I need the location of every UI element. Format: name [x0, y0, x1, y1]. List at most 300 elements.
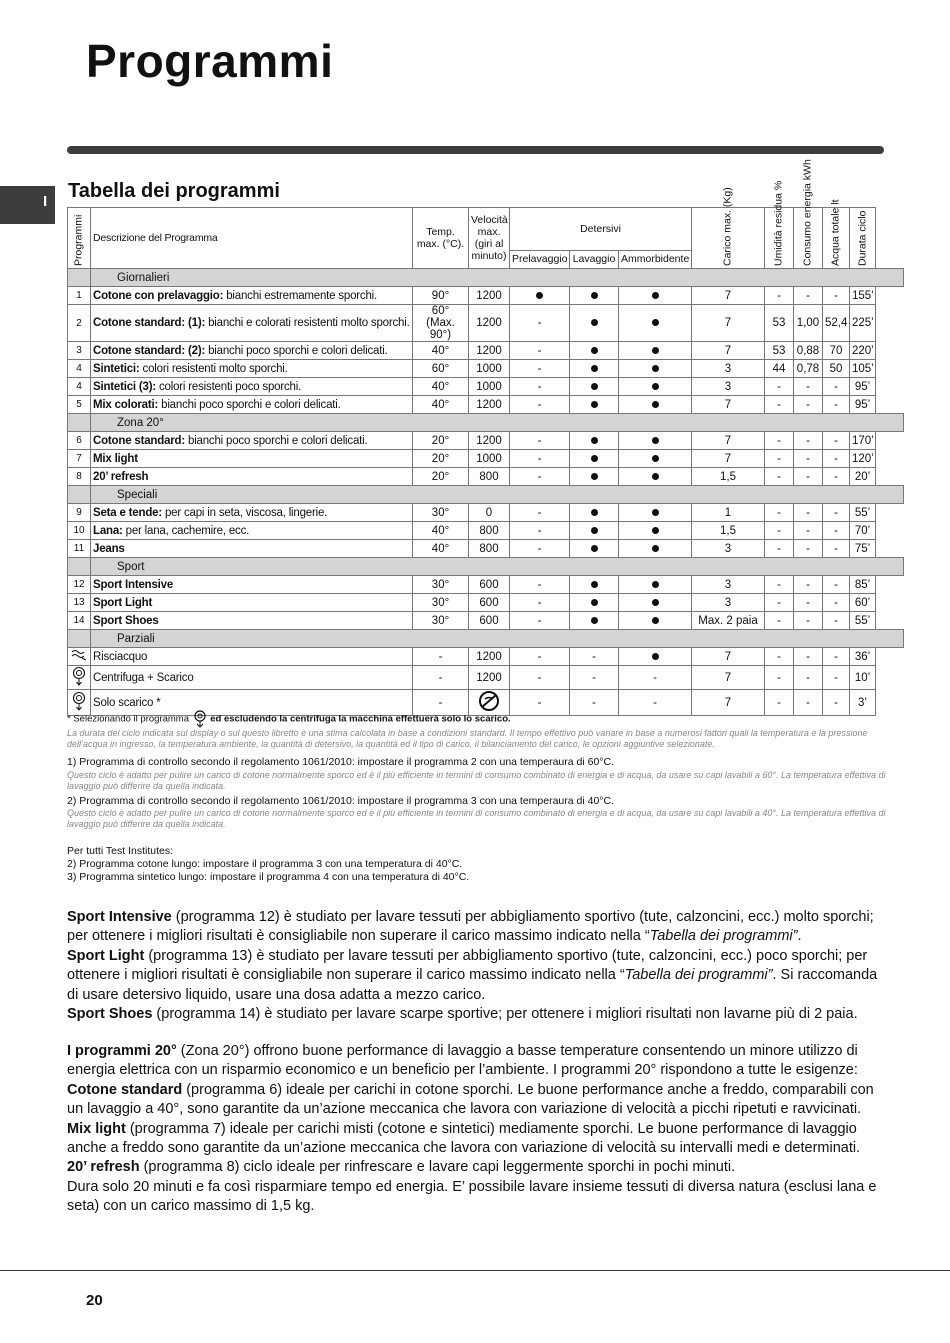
cell-hum: -	[765, 540, 794, 558]
cell-time: 20’	[850, 468, 876, 486]
cell-hum: -	[765, 690, 794, 716]
cell-pre: -	[510, 690, 570, 716]
cell-description: 20’ refresh	[91, 468, 413, 486]
cell-num: 7	[68, 450, 91, 468]
cell-speed: 1000	[469, 450, 510, 468]
sport-paragraphs	[67, 908, 887, 1024]
cell-soft	[619, 522, 692, 540]
paragraph-cotone-standard: Cotone standard (programma 6) ideale per carichi in cotone sporchi. Le buone performance anche a freddo, comparabili con un lavaggio a 40°, sono garantite da un’azione meccanica che lavora con variazione di velocità a picchi ripetuti e ravvicinati.	[67, 1081, 874, 1118]
regulation-note-2: 2) Programma di controllo secondo il regolamento 1061/2010: impostare il programma 3 con una temperaura di 40°C.	[67, 795, 614, 807]
drain-icon	[192, 710, 208, 728]
cell-water: 70	[823, 342, 850, 360]
cell-num: 6	[68, 432, 91, 450]
cell-num: 13	[68, 594, 91, 612]
program-row	[68, 666, 904, 690]
cell-soft	[619, 396, 692, 414]
cell-load: 3	[692, 576, 765, 594]
cell-time: 55’	[850, 504, 876, 522]
cell-speed: 1200	[469, 666, 510, 690]
cell-description: Sport Shoes	[91, 612, 413, 630]
group-label: Speciali	[91, 486, 904, 504]
cell-water: -	[823, 450, 850, 468]
paragraph-sport-intensive: Sport Intensive (programma 12) è studiato per lavare tessuti per abbigliamento sportivo (tute, calzoncini, ecc.) molto sporchi; per ottenere i migliori risultati è consigliabile non superare il carico massimo indicato nella “Tabella dei programmi”.	[67, 909, 874, 945]
spin-drain-icon	[68, 666, 91, 690]
cell-description: Sport Intensive	[91, 576, 413, 594]
fine-print-2: Questo ciclo è adatto per pulire un carico di cotone normalmente sporco ed è il più efficiente in termini di consumo combinato di energia e di acqua, da usare su capi lavabili a 60°. La temperatura effettiva di lavaggio può differire da quella indicata.	[67, 770, 886, 791]
cell-soft	[619, 540, 692, 558]
cell-energy: 0,78	[794, 360, 823, 378]
header-carico: Carico max. (Kg)	[692, 208, 765, 269]
header-programmi: Programmi	[68, 208, 91, 269]
cell-hum: -	[765, 612, 794, 630]
cell-hum: 53	[765, 305, 794, 342]
cell-description: Sport Light	[91, 594, 413, 612]
dot-mark	[652, 401, 659, 408]
cell-water: -	[823, 378, 850, 396]
cell-load: 7	[692, 432, 765, 450]
cell-temp: -	[413, 690, 469, 716]
dot-mark	[652, 545, 659, 552]
cell-speed: 600	[469, 612, 510, 630]
cell-temp: 30°	[413, 594, 469, 612]
cell-time: 3’	[850, 690, 876, 716]
cell-temp: -	[413, 666, 469, 690]
cell-energy: 0,88	[794, 342, 823, 360]
cell-energy: -	[794, 287, 823, 305]
program-row	[68, 360, 904, 378]
dot-mark	[591, 545, 598, 552]
cell-soft	[619, 305, 692, 342]
group-row	[68, 558, 904, 576]
cell-soft	[619, 648, 692, 666]
rinse-icon	[68, 648, 91, 666]
cell-temp: 30°	[413, 576, 469, 594]
cell-time: 155’	[850, 287, 876, 305]
cell-pre: -	[510, 450, 570, 468]
dot-mark	[591, 401, 598, 408]
cell-wash	[570, 396, 619, 414]
cell-wash	[570, 432, 619, 450]
header-durata: Durata ciclo	[850, 208, 876, 269]
cell-energy: -	[794, 504, 823, 522]
cell-load: 3	[692, 360, 765, 378]
cell-description: Seta e tende: per capi in seta, viscosa, lingerie.	[91, 504, 413, 522]
cell-pre: -	[510, 648, 570, 666]
cell-water: -	[823, 287, 850, 305]
cell-num: 12	[68, 576, 91, 594]
program-row	[68, 432, 904, 450]
dot-mark	[652, 509, 659, 516]
cell-temp: 90°	[413, 287, 469, 305]
cell-wash	[570, 576, 619, 594]
program-row	[68, 305, 904, 342]
cell-speed: 1000	[469, 360, 510, 378]
cell-temp: 40°	[413, 378, 469, 396]
cell-soft	[619, 432, 692, 450]
cell-soft: -	[619, 666, 692, 690]
cell-speed: 1200	[469, 305, 510, 342]
header-descrizione: Descrizione del Programma	[91, 208, 413, 269]
star-note	[67, 710, 511, 728]
cell-water: -	[823, 540, 850, 558]
header-ammorbidente: Ammorbidente	[619, 250, 692, 268]
cell-time: 70’	[850, 522, 876, 540]
paragraph-mix-light: Mix light (programma 7) ideale per carichi misti (cotone e sintetici) mediamente sporchi. Le buone performance di lavaggio anche a freddo sono garantite da un’azione meccanica che lavora con variazione di velocità su intervalli medi e determinati.	[67, 1120, 861, 1157]
program-row	[68, 540, 904, 558]
cell-description: Solo scarico *	[91, 690, 413, 716]
paragraph-20-refresh: 20’ refresh (programma 8) ciclo ideale per rinfrescare e lavare capi leggermente sporchi in pochi minuti.	[67, 1159, 736, 1176]
cell-hum: 44	[765, 360, 794, 378]
cell-wash	[570, 594, 619, 612]
cell-wash	[570, 504, 619, 522]
cell-speed: 800	[469, 468, 510, 486]
dot-mark	[652, 292, 659, 299]
cell-speed: 1000	[469, 378, 510, 396]
cell-hum: -	[765, 666, 794, 690]
cell-energy: -	[794, 594, 823, 612]
cell-time: 95’	[850, 396, 876, 414]
cell-wash	[570, 342, 619, 360]
group-label: Giornalieri	[91, 269, 904, 287]
cell-energy: -	[794, 576, 823, 594]
group-label: Zona 20°	[91, 414, 904, 432]
cell-energy: -	[794, 690, 823, 716]
dot-mark	[591, 455, 598, 462]
header-velocita: Velocità max. (giri al minuto)	[469, 208, 510, 269]
cell-time: 85’	[850, 576, 876, 594]
paragraph-programmi-20: I programmi 20° (Zona 20°) offrono buone performance di lavaggio a basse temperature consentendo un minore utilizzo di energia elettrica con un risparmio economico e un beneficio per l’ambiente. I programmi 20° rispondono a tutte le esigenze:	[67, 1043, 858, 1079]
cell-pre: -	[510, 468, 570, 486]
cell-pre: -	[510, 396, 570, 414]
cell-water: 52,4	[823, 305, 850, 342]
cell-speed: 800	[469, 522, 510, 540]
section-title: Tabella dei programmi	[68, 180, 280, 202]
program-row	[68, 612, 904, 630]
cell-wash	[570, 522, 619, 540]
dot-mark	[652, 581, 659, 588]
cell-pre: -	[510, 540, 570, 558]
cell-soft	[619, 360, 692, 378]
header-consumo: Consumo energia kWh	[794, 208, 823, 269]
cell-num: 2	[68, 305, 91, 342]
dot-mark	[652, 383, 659, 390]
cell-energy: -	[794, 396, 823, 414]
cell-hum: -	[765, 576, 794, 594]
cell-load: 7	[692, 648, 765, 666]
group-label: Parziali	[91, 630, 904, 648]
dot-mark	[591, 473, 598, 480]
cell-description: Mix light	[91, 450, 413, 468]
cell-description: Cotone standard: (2): bianchi poco sporchi e colori delicati.	[91, 342, 413, 360]
cell-time: 36’	[850, 648, 876, 666]
cell-temp: 30°	[413, 612, 469, 630]
cell-wash	[570, 360, 619, 378]
cell-soft	[619, 612, 692, 630]
cell-description: Cotone standard: (1): bianchi e colorati resistenti molto sporchi.	[91, 305, 413, 342]
program-row	[68, 594, 904, 612]
footer-rule	[0, 1270, 950, 1271]
test-note-2: 3) Programma sintetico lungo: impostare il programma 4 con una temperatura di 40°C.	[67, 871, 470, 883]
cell-wash	[570, 287, 619, 305]
cell-time: 120’	[850, 450, 876, 468]
program-row	[68, 522, 904, 540]
dot-mark	[652, 653, 659, 660]
cell-load: 7	[692, 287, 765, 305]
group-row	[68, 269, 904, 287]
dot-mark	[652, 527, 659, 534]
cell-soft: -	[619, 690, 692, 716]
cell-temp: 40°	[413, 396, 469, 414]
dot-mark	[652, 437, 659, 444]
cell-water: -	[823, 594, 850, 612]
cell-temp: 60° (Max. 90°)	[413, 305, 469, 342]
cell-time: 55’	[850, 612, 876, 630]
cell-soft	[619, 450, 692, 468]
cell-time: 170’	[850, 432, 876, 450]
zona20-paragraphs	[67, 1042, 887, 1217]
dot-mark	[591, 617, 598, 624]
cell-load: 7	[692, 305, 765, 342]
cell-num: 3	[68, 342, 91, 360]
page-title: Programmi	[86, 35, 334, 87]
cell-load: 3	[692, 378, 765, 396]
group-row	[68, 486, 904, 504]
test-note-1: 2) Programma cotone lungo: impostare il programma 3 con una temperatura di 40°C.	[67, 858, 463, 870]
cell-temp: 40°	[413, 522, 469, 540]
cell-hum: -	[765, 432, 794, 450]
cell-time: 225’	[850, 305, 876, 342]
cell-load: 3	[692, 540, 765, 558]
star-note-b: ed escludendo la centrifuga la macchina effettuerà solo lo scarico.	[210, 713, 511, 725]
dot-mark	[591, 509, 598, 516]
program-row	[68, 648, 904, 666]
cell-pre: -	[510, 342, 570, 360]
test-institutes-title: Per tutti Test Institutes:	[67, 845, 174, 857]
cell-speed: 1200	[469, 287, 510, 305]
cell-description: Risciacquo	[91, 648, 413, 666]
cell-description: Lana: per lana, cachemire, ecc.	[91, 522, 413, 540]
cell-num: 10	[68, 522, 91, 540]
cell-pre: -	[510, 432, 570, 450]
language-tab: I	[0, 186, 55, 224]
cell-speed: 1200	[469, 432, 510, 450]
cell-energy: -	[794, 666, 823, 690]
dot-mark	[591, 365, 598, 372]
cell-soft	[619, 576, 692, 594]
cell-energy: -	[794, 612, 823, 630]
cell-temp: 20°	[413, 432, 469, 450]
cell-num: 5	[68, 396, 91, 414]
program-row	[68, 450, 904, 468]
header-detersivi: Detersivi	[510, 208, 692, 251]
cell-energy: -	[794, 468, 823, 486]
cell-water: -	[823, 690, 850, 716]
cell-description: Mix colorati: bianchi poco sporchi e colori delicati.	[91, 396, 413, 414]
cell-energy: -	[794, 378, 823, 396]
cell-time: 10’	[850, 666, 876, 690]
cell-load: 1,5	[692, 522, 765, 540]
cell-temp: 60°	[413, 360, 469, 378]
cell-hum: -	[765, 504, 794, 522]
cell-time: 220’	[850, 342, 876, 360]
cell-water: 50	[823, 360, 850, 378]
fine-print-3: Questo ciclo è adatto per pulire un carico di cotone normalmente sporco ed è il più efficiente in termini di consumo combinato di energia e di acqua, da usare su capi lavabili a 40°. La temperatura effettiva di lavaggio può differire da quella indicata.	[67, 808, 886, 829]
header-umidita: Umidità residua %	[765, 208, 794, 269]
cell-energy: -	[794, 648, 823, 666]
cell-num: 4	[68, 378, 91, 396]
cell-water: -	[823, 612, 850, 630]
header-lavaggio: Lavaggio	[570, 250, 619, 268]
dot-mark	[591, 319, 598, 326]
cell-pre: -	[510, 378, 570, 396]
fine-print-1: La durata del ciclo indicata sul display o sul questo libretto è una stima calcolata in base a condizioni standard. Il tempo effettivo può variare in base a numerosi fattori quali la temperatura e la pressione dell’acqua in ingresso, la temperatura ambiente, la quantità di detersivo, la quantità ed il tipo di carico, il bilanciamento del carico, le opzioni aggiuntive selezionate.	[67, 728, 868, 749]
cell-water: -	[823, 396, 850, 414]
cell-description: Sintetici (3): colori resistenti poco sporchi.	[91, 378, 413, 396]
cell-load: 1,5	[692, 468, 765, 486]
cell-description: Jeans	[91, 540, 413, 558]
cell-load: 7	[692, 396, 765, 414]
cell-soft	[619, 378, 692, 396]
cell-hum: 53	[765, 342, 794, 360]
cell-water: -	[823, 468, 850, 486]
cell-hum: -	[765, 522, 794, 540]
cell-temp: 40°	[413, 342, 469, 360]
cell-num: 1	[68, 287, 91, 305]
cell-temp: 30°	[413, 504, 469, 522]
cell-soft	[619, 287, 692, 305]
cell-soft	[619, 594, 692, 612]
program-row	[68, 576, 904, 594]
paragraph-duration: Dura solo 20 minuti e fa così risparmiare tempo ed energia. E’ possibile lavare insieme tessuti di diversa natura (esclusi lana e seta) con un carico massimo di 1,5 kg.	[67, 1178, 877, 1215]
cell-pre: -	[510, 504, 570, 522]
cell-pre: -	[510, 666, 570, 690]
star-note-a: * Selezionando il programma	[67, 713, 189, 725]
dot-mark	[652, 473, 659, 480]
program-row	[68, 342, 904, 360]
cell-wash	[570, 540, 619, 558]
cell-soft	[619, 468, 692, 486]
cell-load: 3	[692, 594, 765, 612]
dot-mark	[591, 383, 598, 390]
cell-wash: -	[570, 690, 619, 716]
cell-speed: 600	[469, 594, 510, 612]
cell-hum: -	[765, 468, 794, 486]
cell-num: 9	[68, 504, 91, 522]
cell-time: 95’	[850, 378, 876, 396]
group-label: Sport	[91, 558, 904, 576]
cell-energy: 1,00	[794, 305, 823, 342]
dot-mark	[536, 292, 543, 299]
cell-soft	[619, 342, 692, 360]
cell-load: 7	[692, 666, 765, 690]
cell-speed: 1200	[469, 396, 510, 414]
header-temp: Temp. max. (°C).	[413, 208, 469, 269]
dot-mark	[652, 365, 659, 372]
cell-temp: 40°	[413, 540, 469, 558]
cell-temp: -	[413, 648, 469, 666]
cell-pre: -	[510, 360, 570, 378]
cell-num: 8	[68, 468, 91, 486]
group-row	[68, 414, 904, 432]
cell-soft	[619, 504, 692, 522]
cell-pre: -	[510, 522, 570, 540]
cell-pre: -	[510, 612, 570, 630]
cell-wash	[570, 468, 619, 486]
cell-load: 7	[692, 342, 765, 360]
cell-num: 11	[68, 540, 91, 558]
dot-mark	[652, 617, 659, 624]
cell-temp: 20°	[413, 450, 469, 468]
cell-energy: -	[794, 522, 823, 540]
header-acqua: Acqua totale lt	[823, 208, 850, 269]
dot-mark	[591, 527, 598, 534]
cell-water: -	[823, 522, 850, 540]
cell-energy: -	[794, 432, 823, 450]
cell-pre: -	[510, 576, 570, 594]
program-row	[68, 287, 904, 305]
paragraph-sport-light: Sport Light (programma 13) è studiato per lavare tessuti per abbigliamento sportivo (tute, calzoncini, ecc.) poco sporchi; per ottenere i migliori risultati è consigliabile non superare il carico massimo indicato nella “Tabella dei programmi”. Si raccomanda di usare detersivo liquido, usare una dosa adatta a mezzo carico.	[67, 947, 878, 1003]
cell-energy: -	[794, 450, 823, 468]
program-row	[68, 468, 904, 486]
cell-load: 7	[692, 690, 765, 716]
cell-speed: 600	[469, 576, 510, 594]
cell-load: 1	[692, 504, 765, 522]
cell-description: Cotone con prelavaggio: bianchi estremamente sporchi.	[91, 287, 413, 305]
cell-pre: -	[510, 594, 570, 612]
cell-speed: 0	[469, 504, 510, 522]
cell-hum: -	[765, 378, 794, 396]
cell-speed: 1200	[469, 648, 510, 666]
dot-mark	[652, 455, 659, 462]
dot-mark	[652, 347, 659, 354]
cell-description: Centrifuga + Scarico	[91, 666, 413, 690]
cell-pre: -	[510, 305, 570, 342]
regulation-note-1: 1) Programma di controllo secondo il regolamento 1061/2010: impostare il programma 2 con una temperaura di 60°C.	[67, 756, 614, 768]
cell-water: -	[823, 432, 850, 450]
dot-mark	[591, 292, 598, 299]
cell-water: -	[823, 648, 850, 666]
dot-mark	[591, 347, 598, 354]
cell-pre	[510, 287, 570, 305]
group-row	[68, 630, 904, 648]
cell-hum: -	[765, 648, 794, 666]
cell-hum: -	[765, 594, 794, 612]
cell-description: Cotone standard: bianchi poco sporchi e colori delicati.	[91, 432, 413, 450]
cell-num: 4	[68, 360, 91, 378]
page-number: 20	[86, 1292, 103, 1309]
cell-speed: 1200	[469, 342, 510, 360]
cell-hum: -	[765, 450, 794, 468]
cell-wash	[570, 305, 619, 342]
dot-mark	[591, 581, 598, 588]
cell-time: 75’	[850, 540, 876, 558]
cell-hum: -	[765, 287, 794, 305]
dot-mark	[591, 599, 598, 606]
cell-time: 60’	[850, 594, 876, 612]
cell-wash: -	[570, 666, 619, 690]
cell-wash	[570, 450, 619, 468]
cell-wash	[570, 612, 619, 630]
cell-description: Sintetici: colori resistenti molto sporchi.	[91, 360, 413, 378]
program-row	[68, 378, 904, 396]
cell-water: -	[823, 504, 850, 522]
cell-water: -	[823, 576, 850, 594]
cell-wash	[570, 378, 619, 396]
cell-load: 7	[692, 450, 765, 468]
cell-speed: 800	[469, 540, 510, 558]
header-prelavaggio: Prelavaggio	[510, 250, 570, 268]
cell-water: -	[823, 666, 850, 690]
